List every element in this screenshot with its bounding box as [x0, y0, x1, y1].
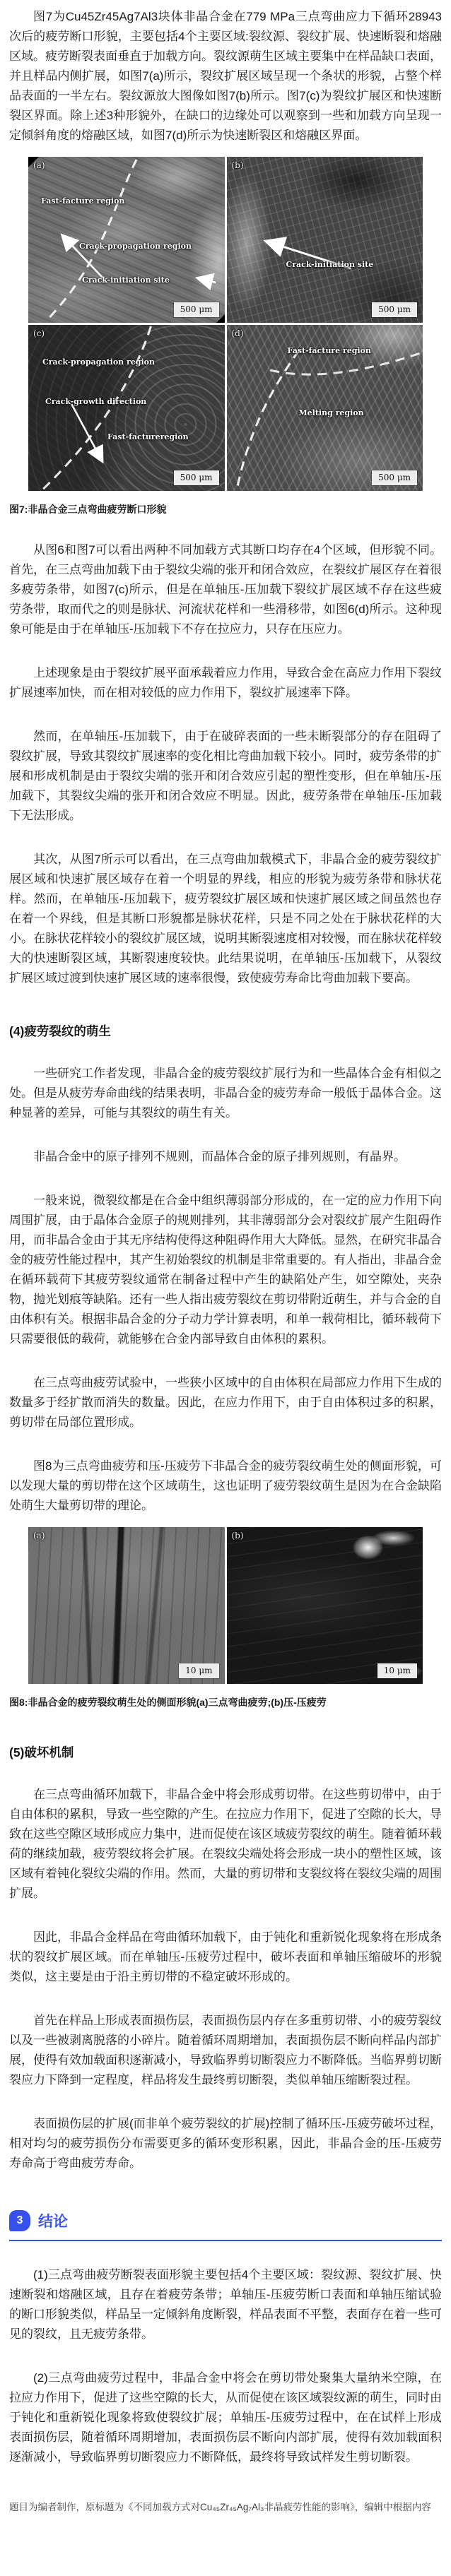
fast-fracture-region-annotation: Fast-facture region: [287, 346, 371, 355]
scale-bar-label: 500 μm: [378, 473, 411, 482]
crack-initiation-site-annotation: Crack-initiation site: [286, 260, 374, 269]
conclusion-paragraph: (2)三点弯曲疲劳过程中，非晶合金中将会在剪切带处聚集大量纳米空隙，在拉应力作用下，促进了这些空隙的长大，从而促使在该区域裂纹源的萌生，同时由于钝化和重新锐化现象将致使裂纹扩展；单轴压-压疲劳过程中，在在试样上形成表面损伤层，随着循环周期增加，表面损伤层不断向内部扩展，使得有效加载面积逐渐减小，导致临界剪切断裂应力不断降低，最终将导致试样发生剪切断裂。: [9, 2371, 442, 2464]
edge-arrow: [199, 278, 216, 283]
crack-propagation-region-annotation: Crack-propagation region: [79, 242, 192, 251]
dashed-boundary-line-upper: [270, 353, 420, 374]
subsection-heading-crack-initiation: (4)疲劳裂纹的萌生: [9, 1024, 111, 1038]
panel-label: (b): [231, 160, 244, 170]
figure-8-grid: [28, 1527, 423, 1684]
panel-label: (c): [33, 328, 45, 338]
panel-label: (d): [231, 328, 244, 338]
figure-7: [28, 157, 423, 491]
figure-7-grid: [28, 157, 423, 491]
crack-growth-arrow: [71, 404, 102, 461]
paragraph: 然而，在单轴压-压加载下，由于在破碎表面的一些未断裂部分的存在阻碍了裂纹扩展，导致其裂纹扩展速率的变化相比弯曲加载下较小。同时，疲劳条带的扩展和形成机制是由于裂纹尖端的张开和闭合效应引起的塑性变形，但在单轴压-压加载下，其裂纹尖端的张开和闭合效应不明显。因此，疲劳条带在单轴压-压加载下无法形成。: [9, 730, 442, 822]
scale-bar: [174, 470, 219, 485]
dashed-boundary-line: [237, 350, 299, 489]
scale-bar: [179, 1663, 218, 1678]
paragraph: 首先在样品上形成表面损伤层，表面损伤层内存在多重剪切带、小的疲劳裂纹以及一些被剥离脱落的小碎片。随着循环周期增加，表面损伤层不断向样品内部扩展，使得有效加载面积逐渐减小，导致临界剪切断裂应力不断降低。当临界剪切断裂应力下降到一定程度，样品将发生最终剪切断裂，类似单轴压缩断裂过程。: [9, 2014, 442, 2087]
crack-propagation-region-annotation: Crack-propagation region: [42, 357, 156, 367]
scale-bar: [372, 302, 417, 317]
figure7-panel-a-sem-image[interactable]: [28, 157, 225, 323]
crack-initiation-site-annotation: Crack-initiation site: [82, 275, 170, 285]
panel-label: (a): [33, 1531, 45, 1541]
scale-bar-label: 10 μm: [185, 1666, 213, 1675]
panel-c-overlay: [28, 325, 225, 491]
paragraph: 一般来说，微裂纹都是在合金中组织薄弱部分形成的，在一定的应力作用下向周围扩展，由于晶体合金原子的规则排列，其非薄弱部分会对裂纹扩展产生阻碍作用，而非晶合金由于其无序结构使得这种阻碍作用大大降低。显然，在研究非晶合金的疲劳性能过程中，其产生初始裂纹的机制是非常重要的。有人指出，非晶合金在循环载荷下其疲劳裂纹通常在制备过程中产生的缺陷处产生，如空隙处，夹杂物，抛光划痕等缺陷。还有一些人指出疲劳裂纹在剪切带附近萌生，并与合金的自由体积有关。根据非晶合金的分子动力学计算表明，和单一载荷相比，循环载荷下只需要很低的载荷，就能够在合金内部导致自由体积的累积。: [9, 1194, 442, 1346]
figure7-panel-d-sem-image[interactable]: [227, 325, 423, 491]
paragraph: 在三点弯曲循环加载下，非晶合金中将会形成剪切带。在这些剪切带中，由于自由体积的累积，导致一些空隙的产生。在拉应力作用下，促进了空隙的长大，导致在这些空隙区域形成应力集中，进而促使在该区域疲劳裂纹的萌生。随着循环载荷的继续加载，疲劳裂纹将会扩展。在裂纹尖端处将会形成一块小的塑性区域，该区域有着钝化裂纹尖端的作用。然而，大量的剪切带和支裂纹将在裂纹尖端的周围扩展。: [9, 1788, 442, 1900]
paragraph: 图8为三点弯曲疲劳和压-压疲劳下非晶合金的疲劳裂纹萌生处的侧面形貌，可以发现大量的剪切带在这个区域萌生，这也证明了疲劳裂纹萌生是因为在合金缺陷处萌生大量剪切带的理论。: [9, 1459, 442, 1512]
article-content: [0, 7, 451, 2515]
conclusion-section-header: [9, 2210, 442, 2241]
paragraph: 图7为Cu45Zr45Ag7Al3块体非晶合金在779 MPa三点弯曲应力下循环28943次后的疲劳断口形貌，主要包括4个主要区域:裂纹源、裂纹扩展、快速断裂和熔融区域。疲劳断裂表面垂直于加载方向。裂纹源萌生区域主要集中在样品缺口表面，并且样品内侧扩展，如图7(a)所示，裂纹扩展区域呈现一个条状的形貌，占整个样品表面的一半左右。裂纹源放大图像如图7(b)所示。图7(c)为裂纹扩展区和快速断裂区界面。除上述3种形貌外，在缺口的边缘处可以观察到一些和加载方向呈现一定倾斜角度的熔融区域，如图7(d)所示为快速断裂区和熔融区界面。: [9, 10, 442, 142]
scale-bar: [372, 470, 417, 485]
section-title: 结论: [38, 2214, 68, 2230]
paragraph: 其次，从图7所示可以看出，在三点弯曲加载模式下，非晶合金的疲劳裂纹扩展区域和快速扩展区域存在着一个明显的界线，相应的形貌为疲劳条带和脉状花样。然而，在单轴压-压加载下，疲劳裂纹扩展区域和快速扩展区域之间虽然也存在着一个界线，但是其断口形貌都是脉状花样，只是不同之处在于脉状花样的大小。在脉状花样较小的裂纹扩展区域，说明其断裂速度相对较慢，而在脉状花样较大的快速断裂区域，其断裂速度较快。此结果说明，在单轴压-压加载下，从裂纹扩展区域过渡到快速扩展区域的速率很慢，致使疲劳寿命比弯曲加载下要高。: [9, 853, 442, 985]
figure7-caption: 图7:非晶合金三点弯曲疲劳断口形貌: [9, 504, 167, 515]
scale-bar-label: 10 μm: [383, 1666, 411, 1675]
scale-bar-label: 500 μm: [180, 304, 213, 314]
panel-a-overlay: [28, 157, 225, 323]
figure8-panel-a-sem-image[interactable]: [28, 1527, 225, 1684]
editor-footer-note: 题目为编者制作，原标题为《不同加载方式对Cu₄₅Zr₄₅Ag₇Al₃非晶疲劳性能的影响》，编辑中根据内容: [9, 2502, 431, 2512]
paragraph: 一些研究工作者发现，非晶合金的疲劳裂纹扩展行为和一些晶体合金有相似之处。但是从疲劳寿命曲线的结果表明，非晶合金的疲劳寿命一般低于晶体合金。这种显著的差异，可能与其裂纹的萌生有关。: [9, 1067, 442, 1120]
crack-growth-direction-annotation: Crack-growth direction: [45, 397, 147, 406]
scale-bar: [174, 302, 219, 317]
paragraph: 从图6和图7可以看出两种不同加载方式其断口均存在4个区域，但形貌不同。首先，在三点弯曲加载下由于裂纹尖端的张开和闭合效应，在裂纹扩展区存在着很多疲劳条带，如图7(c)所示，但是在单轴压-压加载下裂纹扩展区域不存在这些疲劳条带，取而代之的则是脉状、河流状花样和一些滑移带，如图6(d)所示。这种现象可能是由于在单轴压-压加载下不存在拉应力，只存在压应力。: [9, 543, 442, 636]
panel-label: (a): [33, 160, 45, 170]
conclusion-paragraph: (1)三点弯曲疲劳断裂表面形貌主要包括4个主要区域：裂纹源、裂纹扩展、快速断裂和熔融区域，且存在着疲劳条带；单轴压-压疲劳断口表面和单轴压缩试验的断口形貌类似，样品呈一定倾斜角度断裂，样品表面不平整，表面存在着一些可见的裂纹，且无疲劳条带。: [9, 2268, 442, 2341]
panel-label: (b): [231, 1531, 244, 1541]
fast-fracture-region-annotation: Fast-factureregion: [107, 432, 189, 441]
paragraph: 在三点弯曲疲劳试验中，一些狭小区域中的自由体积在局部应力作用下生成的数量多于经扩散而消失的数量。因此，在应力作用下，由于自由体积过多的积累，剪切带在局部位置形成。: [9, 1376, 442, 1429]
figure7-panel-c-sem-image[interactable]: [28, 325, 225, 491]
paragraph: 非晶合金中的原子排列不规则，而晶体合金的原子排列规则，有晶界。: [33, 1150, 406, 1163]
dashed-boundary-line: [47, 160, 137, 320]
section-number-badge: 3: [9, 2210, 30, 2231]
scale-bar-label: 500 μm: [180, 473, 213, 482]
fast-fracture-region-annotation: Fast-facture region: [41, 196, 125, 206]
scale-bar-label: 500 μm: [378, 304, 411, 314]
figure-8: [28, 1527, 423, 1684]
subsection-heading-failure-mechanism: (5)破坏机制: [9, 1745, 74, 1759]
melting-region-annotation: Melting region: [298, 408, 364, 417]
dashed-boundary-line: [42, 326, 151, 489]
figure8-panel-b-sem-image[interactable]: [227, 1527, 423, 1684]
panel-b-overlay: [227, 157, 423, 323]
figure7-panel-b-sem-image[interactable]: [227, 157, 423, 323]
scale-bar: [377, 1663, 417, 1678]
paragraph: 表面损伤层的扩展(而非单个疲劳裂纹的扩展)控制了循环压-压疲劳破坏过程，相对均匀的疲劳损伤分布需要更多的循环变形积累，因此，非晶合金的压-压疲劳寿命高于弯曲疲劳寿命。: [9, 2117, 442, 2170]
figure8-caption: 图8:非晶合金的疲劳裂纹萌生处的侧面形貌(a)三点弯曲疲劳;(b)压-压疲劳: [9, 1697, 327, 1708]
paragraph: 上述现象是由于裂纹扩展平面承载着应力作用，导致合金在高应力作用下裂纹扩展速率加快，而在相对较低的应力作用下，裂纹扩展速率下降。: [9, 666, 442, 699]
paragraph: 因此，非晶合金样品在弯曲循环加载下，由于钝化和重新锐化现象将在形成条状的裂纹扩展区域。而在单轴压-压疲劳过程中，破坏表面和单轴压缩破坏的形貌类似，这主要是由于沿主剪切带的不稳定破坏形成的。: [9, 1930, 442, 1983]
